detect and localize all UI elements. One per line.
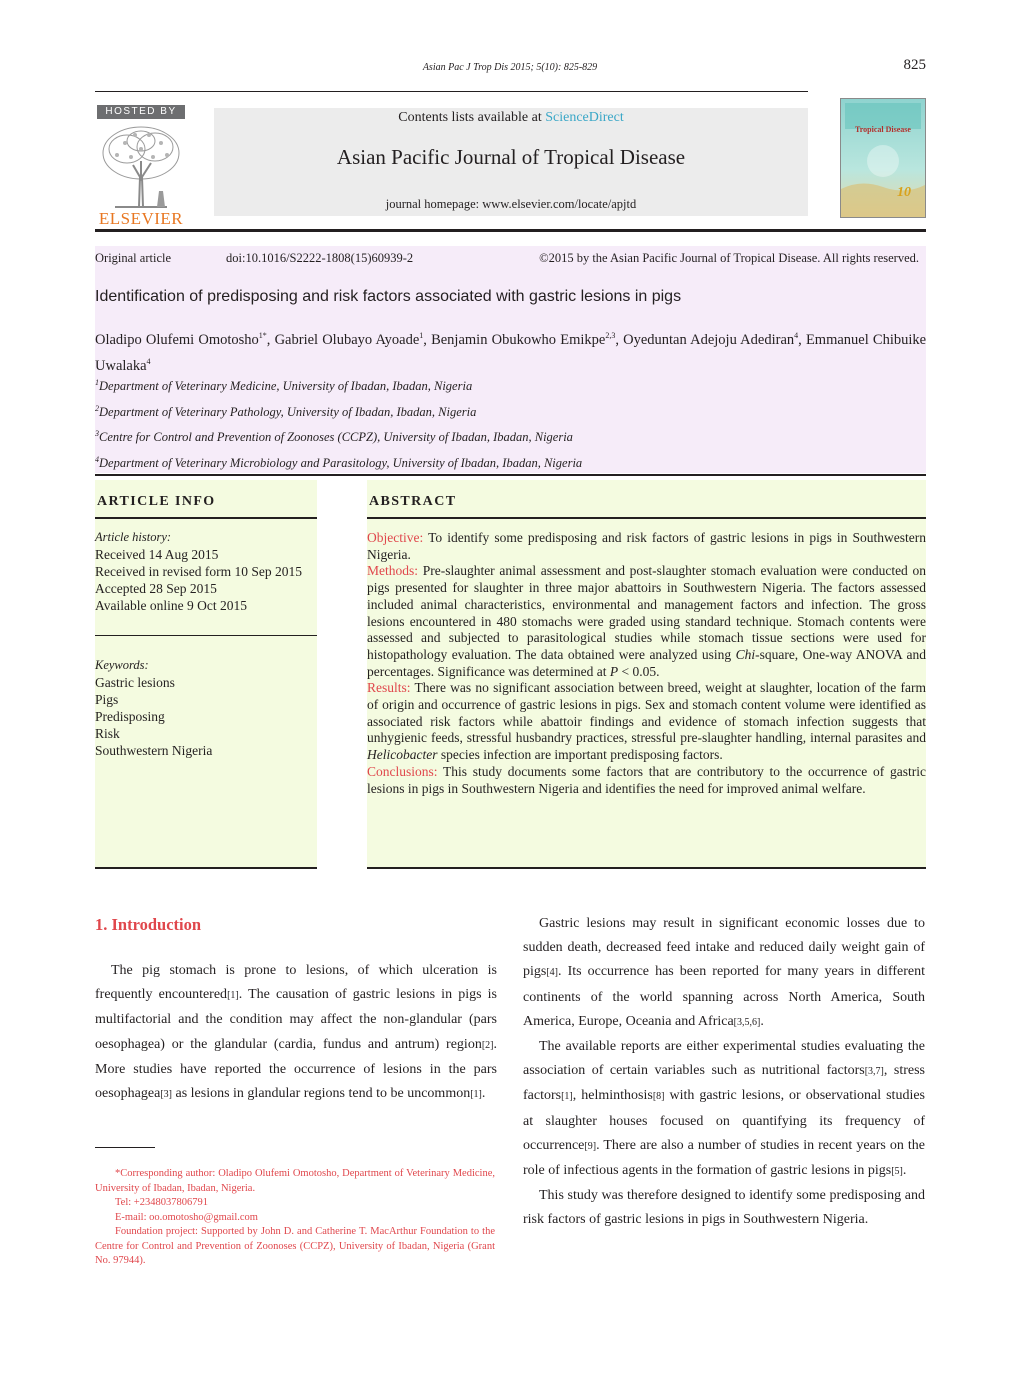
affiliation-text: Department of Veterinary Pathology, University of Ibadan, Ibadan, Nigeria — [99, 405, 477, 420]
conclusions-text: This study documents some factors that are contributory to the occurrence of gastric lesions in pigs in Southwestern Nigeria and identifies the need for improved animal welfare. — [367, 763, 926, 796]
author-name: Oyeduntan Adejoju Adediran — [623, 331, 795, 348]
text-run: The pig stomach is prone to lesions, of which ulceration is frequently encountered — [95, 963, 497, 1003]
reference[interactable]: [5] — [891, 1166, 903, 1178]
affiliation — [95, 429, 926, 445]
abstract-conclusions — [367, 764, 926, 797]
methods-text-3: < 0.05. — [618, 663, 660, 679]
introduction-heading: 1. Introduction — [95, 915, 202, 934]
left-column — [95, 959, 497, 1107]
affiliation-text: Department of Veterinary Medicine, University of Ibadan, Ibadan, Nigeria — [99, 379, 473, 394]
header-divider — [95, 91, 808, 92]
text-run: with gastric lesions, or observational studies at slaughter houses focused on quantifying its frequency of occurrence — [523, 1088, 926, 1153]
contents-line — [214, 110, 808, 126]
reference[interactable]: [3,5,6] — [733, 1016, 761, 1028]
affiliation-text: Centre for Control and Prevention of Zoonoses (CCPZ), University of Ibadan, Ibadan, Nigeria — [99, 430, 573, 445]
results-text: There was no significant association between breed, weight at slaughter, location of the farm of origin and occurrence of gastric lesions in pigs. Sex and stomach content volume were identified as associated risk factors while abattoir findings and evidence of stomach infection suggests that unhygienic feeds, stressful husbandry practices, stressful pre-slaughter handling, internal parasites and — [367, 680, 926, 746]
methods-text-2: -square, One-way ANOVA and percentages. Significance was determined at — [367, 646, 926, 679]
author-affiliation-mark: 4 — [794, 331, 799, 340]
author-affiliation-mark: 4 — [146, 356, 151, 366]
author — [431, 332, 623, 348]
hosted-by-label: HOSTED BY — [97, 105, 185, 119]
methods-p: P — [609, 663, 619, 679]
reference[interactable]: [4] — [546, 967, 559, 979]
reference[interactable]: [9] — [584, 1140, 597, 1152]
history-item: Accepted 28 Sep 2015 — [95, 581, 217, 596]
abstract-rule — [367, 517, 926, 519]
footnote-rule — [95, 1147, 155, 1148]
funding-note: Foundation project: Supported by John D. and Catherine T. MacArthur Foundation to the Centre for Control and Prevention of Zoonoses (CCPZ), University of Ibadan, Nigeria (Grant No. 97944). — [95, 1226, 495, 1266]
contents-prefix: Contents lists available at — [398, 110, 546, 125]
article-type: Original article — [95, 251, 172, 265]
journal-citation: Asian Pac J Trop Dis 2015; 5(10): 825-829 — [422, 62, 598, 73]
objective-text: To identify some predisposing and risk factors of gastric lesions in pigs in Southwestern Nigeria. — [367, 530, 926, 562]
affiliation-text: Department of Veterinary Microbiology and Parasitology, University of Ibadan, Ibadan, Nigeria — [99, 456, 583, 471]
abstract-bottom-rule — [367, 867, 926, 869]
keyword: Predisposing — [95, 709, 165, 724]
author-name: Benjamin Obukowho Emikpe — [431, 331, 606, 348]
text-run: . — [902, 1163, 907, 1179]
results-text-2: species infection are important predisposing factors. — [437, 747, 723, 763]
conclusions-label: Conclusions: — [367, 763, 438, 779]
affiliation — [95, 404, 926, 420]
article-history — [95, 529, 317, 614]
author — [95, 332, 275, 348]
reference[interactable]: [1] — [227, 990, 239, 1002]
author-affiliation-mark: 2,3 — [605, 331, 616, 340]
history-item: Received 14 Aug 2015 — [95, 547, 219, 562]
affiliation-number: 4 — [95, 455, 99, 464]
author — [275, 332, 432, 348]
author-separator: , — [615, 331, 624, 348]
affiliation — [95, 455, 926, 471]
history-label: Article history: — [95, 530, 172, 544]
journal-title: Asian Pacific Journal of Tropical Disease — [336, 145, 686, 169]
abstract-text — [367, 530, 926, 797]
abstract-heading: ABSTRACT — [369, 494, 457, 509]
author-list — [95, 325, 926, 377]
text-run: . Its occurrence has been reported for many years in different continents of the world spanning across North America, South America, Europe, Oceania and Africa — [523, 964, 925, 1029]
author-name: Emmanuel Chibuike Uwalaka — [95, 331, 927, 374]
keywords-label: Keywords: — [95, 658, 149, 672]
results-label: Results: — [367, 680, 411, 696]
history-rule — [95, 635, 317, 636]
author-affiliation-mark: 1* — [258, 331, 267, 340]
affiliation — [95, 378, 926, 394]
body-paragraph — [95, 959, 497, 1107]
text-run: . — [760, 1013, 764, 1029]
body-paragraph: This study was therefore designed to identify some predisposing and risk factors of gastric lesions in pigs in Southwestern Nigeria. — [523, 1188, 925, 1228]
article-info-heading: ARTICLE INFO — [97, 494, 216, 509]
methods-text: Pre-slaughter animal assessment and post-slaughter stomach evaluation were conducted on pigs presented for slaughter in three major abattoirs in Southwestern Nigeria. The factors assessed included animal characteristics, environmental and management factors and infection. The gross lesions encountered in 480 stomachs were graded using standard technique. Stomach contents were assessed and subjected to parasitological studies while stomach tissue sections were used for histopathology evaluation. The data obtained were analyzed using — [367, 563, 926, 662]
elsevier-wordmark: ELSEVIER — [98, 209, 184, 228]
right-column — [523, 912, 925, 1233]
article-info-bottom-rule — [95, 867, 317, 869]
abstract-methods — [367, 563, 926, 680]
reference[interactable]: [3] — [160, 1089, 172, 1101]
sciencedirect-link[interactable]: ScienceDirect — [545, 110, 624, 125]
journal-cover-image[interactable] — [840, 98, 926, 218]
abstract-results — [367, 680, 926, 764]
keyword: Pigs — [95, 692, 119, 707]
methods-label: Methods: — [367, 563, 419, 579]
keyword: Gastric lesions — [95, 675, 175, 690]
text-run: as lesions in glandular regions tend to be uncommon — [171, 1086, 471, 1102]
affiliation-number: 1 — [95, 378, 99, 387]
title-divider — [95, 474, 926, 476]
results-italic: Helicobacter — [367, 747, 438, 763]
journal-header-box — [214, 108, 808, 216]
text-run: The available reports are either experimental studies evaluating the association of certain variables such as nutritional factors — [523, 1039, 925, 1079]
text-run: Gastric lesions may result in significant economic losses due to sudden death, decreased feed intake and reduced daily weight gain of pigs — [523, 916, 925, 980]
reference[interactable]: [1] — [561, 1091, 573, 1103]
author-affiliation-mark: 1 — [419, 331, 424, 340]
text-run: . The causation of gastric lesions in pigs is multifactorial and the condition may affect the non-glandular (pars oesophagea) or the glandular (cardia, fundus and antrum) region — [95, 987, 497, 1052]
cover-title: Tropical Disease — [855, 125, 911, 134]
reference[interactable]: [3,7] — [864, 1066, 884, 1078]
text-run: . There are also a number of studies in recent years on the role of infectious agents in the formation of gastric lesions in pigs — [523, 1137, 925, 1179]
footnotes — [95, 1167, 495, 1269]
text-run: . — [481, 1086, 486, 1102]
text-run: . More studies have reported the occurrence of lesions in the pars oesophagea — [95, 1036, 497, 1102]
affiliation-number: 3 — [95, 429, 99, 438]
copyright-notice: ©2015 by the Asian Pacific Journal of Tropical Disease. All rights reserved. — [539, 251, 919, 265]
author-email[interactable]: E-mail: oo.omotosho@gmail.com — [115, 1211, 258, 1223]
publisher-logo[interactable] — [95, 105, 187, 227]
body-paragraph — [523, 1035, 925, 1184]
reference[interactable]: [2] — [481, 1039, 494, 1051]
keyword: Southwestern Nigeria — [95, 743, 213, 758]
history-item: Available online 9 Oct 2015 — [95, 598, 247, 613]
author-separator: , — [423, 331, 432, 348]
affiliation-number: 2 — [95, 404, 99, 413]
keywords-block — [95, 657, 317, 759]
methods-italic: Chi — [735, 646, 756, 662]
cover-issue: 10 — [897, 185, 911, 200]
abstract-objective — [367, 530, 926, 563]
text-run: , helminthosis — [572, 1088, 653, 1104]
author-separator: , — [798, 331, 806, 348]
author-name: Gabriel Olubayo Ayoade — [274, 331, 420, 348]
keyword: Risk — [95, 726, 120, 741]
body-paragraph — [523, 912, 925, 1035]
objective-label: Objective: — [367, 530, 424, 545]
reference[interactable]: [8] — [652, 1091, 665, 1103]
article-title: Identification of predisposing and risk factors associated with gastric lesions in pigs — [95, 288, 682, 305]
header-thick-rule — [95, 229, 926, 232]
journal-homepage[interactable]: journal homepage: www.elsevier.com/locate/apjtd — [385, 197, 637, 211]
author — [623, 332, 806, 348]
page-number: 825 — [903, 57, 926, 73]
corresponding-author: *Corresponding author: Oladipo Olufemi Omotosho, Department of Veterinary Medicine, University of Ibadan, Ibadan, Nigeria. — [95, 1168, 495, 1194]
article-info-rule — [95, 517, 317, 519]
history-item: Received in revised form 10 Sep 2015 — [95, 564, 302, 579]
text-run: , stress factors — [523, 1063, 925, 1104]
author-name: Oladipo Olufemi Omotosho — [95, 331, 259, 348]
author-telephone: Tel: +2348037806791 — [115, 1197, 208, 1208]
article-doi[interactable]: doi:10.1016/S2222-1808(15)60939-2 — [226, 251, 414, 265]
elsevier-tree-icon — [95, 121, 187, 211]
author-separator: , — [266, 331, 275, 348]
reference[interactable]: [1] — [470, 1089, 482, 1101]
